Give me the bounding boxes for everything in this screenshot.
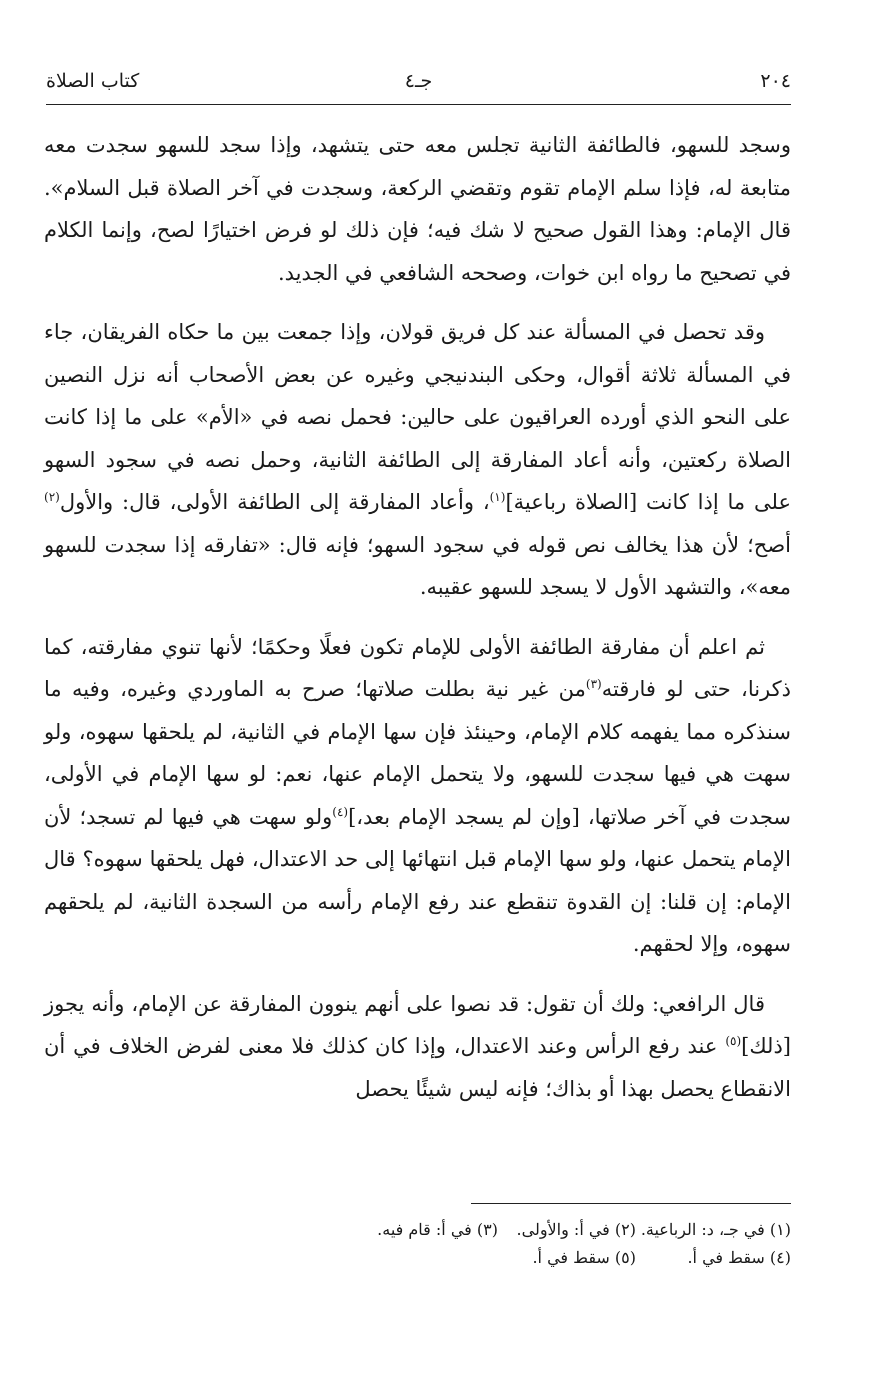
paragraph-text: وقد تحصل في المسألة عند كل فريق قولان، وإذا جمعت بين ما حكاه الفريقان، جاء في المسألة ثلاثة أقوال، وحكى البندنيجي وغيره عن بعض الأصحاب أنه نزل النصين على النحو الذي أورده العراقيون على حالين: فحمل نصه في «الأم» على ما إذا كانت الصلاة ركعتين، وأنه أعاد المفارقة إلى الطائفة الثانية، وحمل نصه في سجود السهو على ما إذا كانت [الصلاة رباعية] [44,320,791,514]
paragraph [44,626,791,966]
footnote-reference: (٥) [725,1034,742,1048]
footnote-reference: (١) [489,490,506,504]
footnote-reference: (٣) [585,677,602,691]
page-number: ٢٠٤ [760,70,791,92]
main-text [44,124,791,1127]
footnote-row [151,1244,791,1272]
paragraph-text: ، وأعاد المفارقة إلى الطائفة الأولى، قال: والأول [59,490,490,514]
footnote-reference: (٢) [44,490,60,504]
footnote: (١) في جـ، د: الرباعية. [640,1220,791,1239]
footnote-divider [471,1203,791,1204]
paragraph [44,983,791,1111]
book-title: كتاب الصلاة [46,70,140,92]
paragraph [44,311,791,609]
paragraph-text: قال الرافعي: ولك أن تقول: قد نصوا على أنهم ينوون المفارقة عن الإمام، وأنه يجوز [ذلك] [44,991,791,1058]
paragraph-text: ثم اعلم أن مفارقة الطائفة الأولى للإمام تكون فعلًا وحكمًا؛ لأنها تنوي مفارقته، كما ذكرنا، حتى لو فارقته [44,634,791,701]
footnotes [151,1216,791,1272]
footnote-row [151,1216,791,1244]
footnote: (٤) سقط في أ. [687,1248,791,1267]
paragraph-text: من غير نية بطلت صلاتها؛ صرح به الماوردي وغيره، وفيه ما سنذكره مما يفهمه كلام الإمام، وحينئذ فإن سها الإمام في الثانية، لم يلحقها سهوه، ولو سهت هي فيها سجدت للسهو، ولا يتحمل الإمام عنها، نعم: لو سها الإمام في الأولى، سجدت في آخر صلاتها، [وإن لم يسجد الإمام بعد،] [44,677,792,829]
paragraph-text: عند رفع الرأس وعند الاعتدال، وإذا كان كذلك فلا معنى لفرض الخلاف في أن الانقطاع يحصل بهذا أو بذاك؛ فإنه ليس شيئًا يحصل [44,1034,791,1101]
paragraph [44,124,791,294]
page-header [46,66,791,96]
paragraph-text: ولو سهت هي فيها لم تسجد؛ لأن الإمام يتحمل عنها، ولو سها الإمام قبل انتهائها إلى حد الاعتدال، فهل يلحقها سهوه؟ قال الإمام: إن قلنا: إن القدوة تنقطع عند رفع الإمام رأسه من السجدة الثانية، لم يلحقهم سهوه، وإلا لحقهم. [44,804,791,956]
footnote-reference: (٤) [332,804,349,819]
paragraph-text: أصح؛ لأن هذا يخالف نص قوله في سجود السهو؛ فإنه قال: «تفارقه إذا سجدت للسهو معه»، والتشهد الأول لا يسجد للسهو عقيبه. [44,532,791,599]
footnote: (٣) في أ: قام فيه. [377,1220,498,1239]
footnote: (٢) في أ: والأولى. [516,1220,636,1239]
footnote: (٥) سقط في أ. [532,1248,636,1267]
paragraph-text: وسجد للسهو، فالطائفة الثانية تجلس معه حتى يتشهد، وإذا سجد للسهو سجدت معه متابعة له، فإذا سلم الإمام تقوم وتقضي الركعة، وسجدت في آخر الصلاة قبل السلام». قال الإمام: وهذا القول صحيح لا شك فيه؛ فإن ذلك لو فرض اختيارًا لصح، وإنما الكلام في تصحيح ما رواه ابن خوات، وصححه الشافعي في الجديد. [44,133,791,285]
header-divider [46,104,791,105]
volume-label: جـ٤ [404,70,433,92]
